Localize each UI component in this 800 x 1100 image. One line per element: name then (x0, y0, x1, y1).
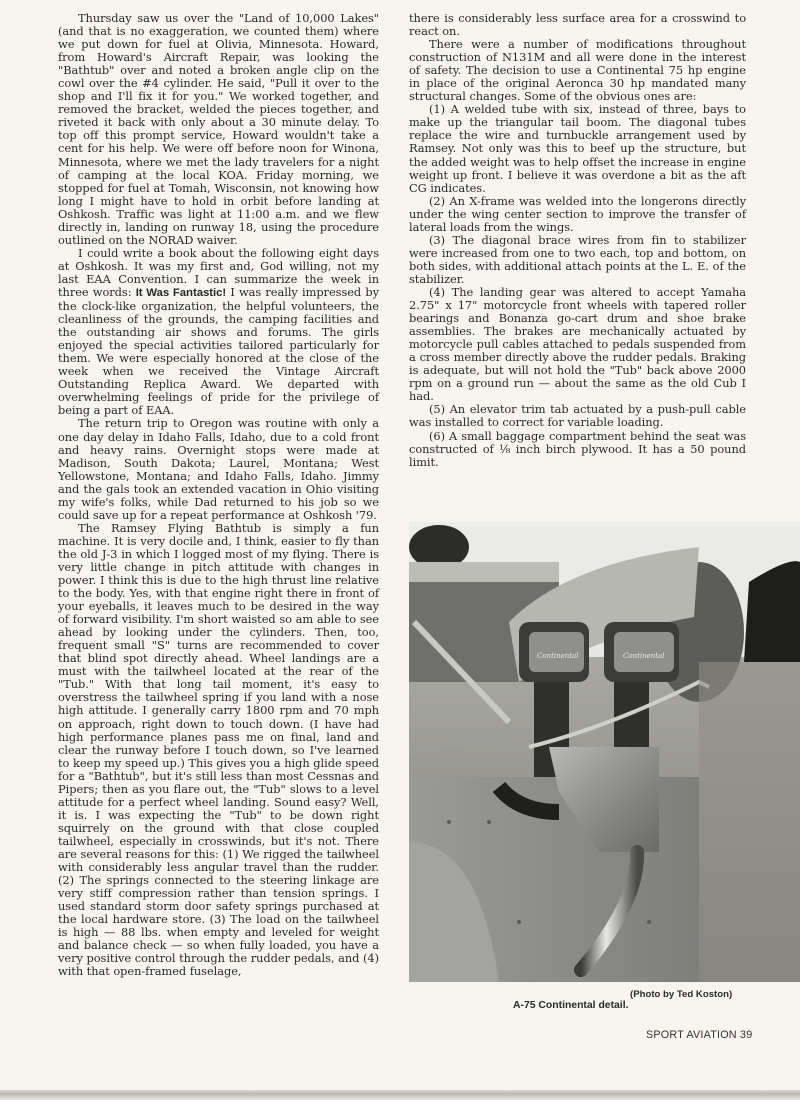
page-bottom-edge (0, 1090, 800, 1100)
modification-item-1: (1) A welded tube with six, instead of three, bays to make up the triangular tail boom. The diagonal tubes replace the wire and turnbuckle arrangement used by Ramsey. Not only was this to beef up the structure, but the added weight was to help offset the increase in engine weight up front. I believe it was overdone a bit as the aft CG indicates. (409, 102, 746, 195)
valve-cover-label: Continental (623, 652, 665, 660)
photo-caption: A-75 Continental detail. (513, 1000, 629, 1011)
valve-cover-label: Continental (537, 652, 579, 660)
engine-photo (409, 522, 800, 982)
paragraph-return-trip: The return trip to Oregon was routine with only a one day delay in Idaho Falls, Idaho, due to a cold front and heavy rains. Overnight stops were made at Madison, South Dakota; Laurel, Montana; West Yellowstone, Montana; and Idaho Falls, Idaho. Jimmy and the gals took an extended vacation in Ohio visiting my wife's folks, while Dad returned to his job so we could save up for a repeat performance at Oshkosh '79. (58, 416, 379, 522)
paragraph-modifications-intro: There were a number of modifications throughout construction of N131M and all were done in the interest of safety. The decision to use a Continental 75 hp engine in place of the original Aeronca 30 hp mandated many structural changes. Some of the obvious ones are: (409, 37, 746, 104)
right-column (409, 12, 746, 469)
modification-item-2: (2) An X-frame was welded into the longerons directly under the wing center section to improve the transfer of lateral loads from the wings. (409, 193, 746, 234)
modification-item-6: (6) A small baggage compartment behind the seat was constructed of ⅛ inch birch plywood. It has a 50 pound limit. (409, 428, 746, 469)
paragraph-oshkosh-convention (58, 247, 379, 418)
paragraph-continuation: there is considerably less surface area for a crosswind to react on. (409, 11, 746, 39)
modification-item-3: (3) The diagonal brace wires from fin to stabilizer were increased from one to two each, top and bottom, on both sides, with additional attach points at the L. E. of the stabilizer. (409, 232, 746, 286)
paragraph-trip-minnesota: Thursday saw us over the "Land of 10,000 Lakes" (and that is no exaggeration, we counted them) where we put down for fuel at Olivia, Minnesota. Howard, from Howard's Aircraft Repair, was looking the "Bathtub" over and noted a broken angle clip on the cowl over the #4 cylinder. He said, "Pull it over to the shop and I'll fix it for you." We worked together, and removed the bracket, welded the pieces together, and riveted it back with only about a 30 minute delay. To top off this prompt service, Howard wouldn't take a cent for his help. We were off before noon for Winona, Minnesota, where we met the lady travelers for a night of camping at the local KOA. Friday morning, we stopped for fuel at Tomah, Wisconsin, not knowing how long I might have to hold in orbit before landing at Oshkosh. Traffic was light at 11:00 a.m. and we flew directly in, landing on runway 18, using the procedure outlined on the NORAD waiver. (58, 11, 379, 247)
paragraph-text: I was really impressed by the clock-like organization, the helpful volunteers, the cleanliness of the grounds, the camping facilities and the outstanding air shows and forums. The girls enjoyed the special activities tailored particularly for them. We were especially honored at the close of the week when we received the Vintage Aircraft Outstanding Replica Award. We departed with overwhelming feelings of pride for the privilege of being a part of EAA. (58, 284, 379, 418)
engine-illustration (409, 522, 800, 982)
left-column (58, 12, 379, 978)
paragraph-flying-bathtub: The Ramsey Flying Bathtub is simply a fun machine. It is very docile and, I think, easier to fly than the old J-3 in which I logged most of my flying. There is very little change in pitch attitude with changes in power. I think this is due to the high thrust line relative to the body. Yes, with that engine right there in front of your eyeballs, it leaves much to be desired in the way of forward visibility. I'm short waisted so am able to see ahead by looking under the cylinders. Then, too, frequent small "S" turns are recommended to cover that blind spot directly ahead. Wheel landings are a must with the tailwheel located at the rear of the "Tub." With that long tail moment, it's easy to overstress the tailwheel spring if you land with a nose high attitude. I generally carry 1800 rpm and 70 mph on approach, right down to touch down. (I have had high performance planes pass me on final, land and clear the runway before I touch down, so I've learned to keep my speed up.) This gives you a high glide speed for a "Bathtub", but it's still less than most Cessnas and Pipers; then as you flare out, the "Tub" slows to a level attitude for a perfect wheel landing. Sound easy? Well, it is. I was expecting the "Tub" to be down right squirrely on the ground with that close coupled tailwheel, especially in crosswinds, but it's not. There are several reasons for this: (1) We rigged the tailwheel with considerably less angular travel than the rudder. (2) The springs connected to the steering linkage are very stiff compression rather than tension springs. I used standard storm door safety springs purchased at the local hardware store. (3) The load on the tailwheel is high — 88 lbs. when empty and leveled for weight and balance check — so when fully loaded, you have a very positive control through the rudder pedals, and (4) with that open-framed fuselage, (58, 520, 379, 979)
emphasis-it-was-fantastic: It Was Fantastic! (135, 286, 227, 299)
paragraph-text: I could write a book about the following eight days at Oshkosh. It was my first and, God willing, not my last EAA Convention. I can summarize the week in three words: (58, 245, 379, 299)
photo-credit: (Photo by Ted Koston) (630, 989, 733, 1000)
page-folio: SPORT AVIATION 39 (646, 1029, 753, 1041)
modification-item-4: (4) The landing gear was altered to accept Yamaha 2.75" x 17" motorcycle front wheels with tapered roller bearings and Bonanza go-cart drum and shoe brake assemblies. The brakes are mechanically actuated by motorcycle pull cables attached to pedals suspended from a cross member directly above the rudder pedals. Braking is adequate, but will not hold the "Tub" back above 2000 rpm on a ground run — about the same as the old Cub I had. (409, 284, 746, 404)
modification-item-5: (5) An elevator trim tab actuated by a push-pull cable was installed to correct for variable loading. (409, 402, 746, 430)
